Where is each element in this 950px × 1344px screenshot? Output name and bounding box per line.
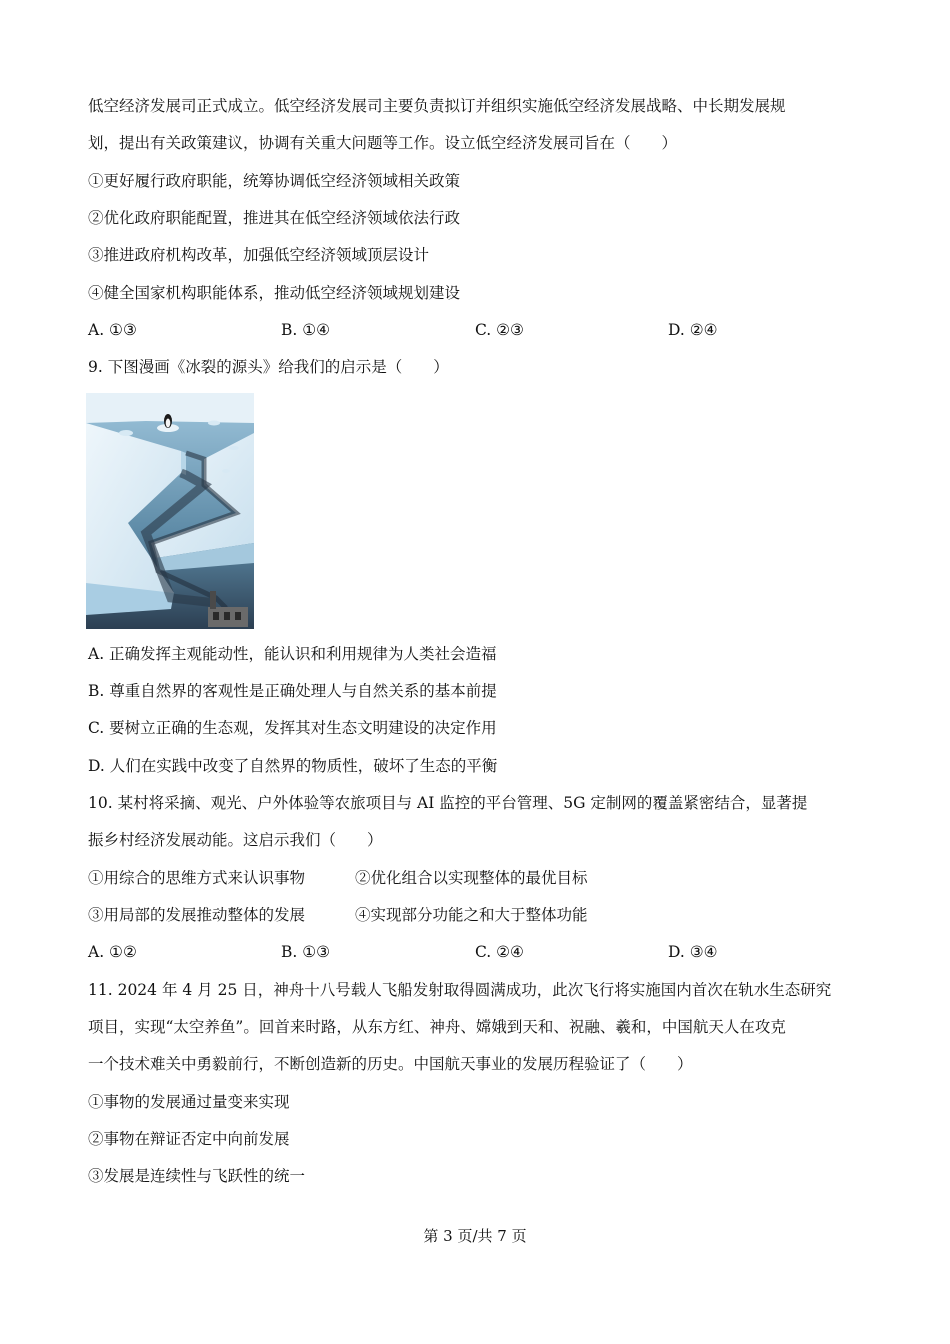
q10-item-4: ④实现部分功能之和大于整体功能 [355,906,588,924]
q8-stem-line-1: 低空经济发展司正式成立。低空经济发展司主要负责拟订并组织实施低空经济发展战略、中长期发展规 [88,97,786,115]
q8-option-c: C. ②③ [475,321,524,339]
q10-option-d: D. ③④ [668,943,718,961]
q11-item-2: ②事物在辩证否定中向前发展 [88,1130,290,1148]
q9-option-b: B. 尊重自然界的客观性是正确处理人与自然关系的基本前提 [88,682,497,700]
q8-option-d: D. ②④ [668,321,718,339]
q8-stem-line-2: 划，提出有关政策建议，协调有关重大问题等工作。设立低空经济发展司旨在（ ） [88,134,678,152]
q8-item-3: ③推进政府机构改革，加强低空经济领域顶层设计 [88,246,430,264]
q9-option-d: D. 人们在实践中改变了自然界的物质性，破坏了生态的平衡 [88,757,498,775]
q10-stem-line-1: 10. 某村将采摘、观光、户外体验等农旅项目与 AI 监控的平台管理、5G 定制网的覆盖紧密结合，显著提 [88,794,808,812]
q9-stem: 9. 下图漫画《冰裂的源头》给我们的启示是（ ） [88,358,449,376]
q9-option-c: C. 要树立正确的生态观，发挥其对生态文明建设的决定作用 [88,719,497,737]
q11-stem-line-2: 项目，实现“太空养鱼”。回首来时路，从东方红、神舟、嫦娥到天和、祝融、羲和，中国航天人在攻克 [88,1018,786,1036]
q11-item-3: ③发展是连续性与飞跃性的统一 [88,1167,306,1185]
q10-stem-line-2: 振乡村经济发展动能。这启示我们（ ） [88,831,383,849]
q11-stem-line-1: 11. 2024 年 4 月 25 日，神舟十八号载人飞船发射取得圆满成功，此次飞行将实施国内首次在轨水生态研究 [88,981,832,999]
q10-item-2: ②优化组合以实现整体的最优目标 [355,869,588,887]
q8-option-b: B. ①④ [281,321,331,339]
q10-option-b: B. ①③ [281,943,331,961]
q8-option-a: A. ①③ [88,321,137,339]
q11-item-1: ①事物的发展通过量变来实现 [88,1093,290,1111]
q10-item-3: ③用局部的发展推动整体的发展 [88,906,306,924]
q9-option-a: A. 正确发挥主观能动性，能认识和利用规律为人类社会造福 [88,645,497,663]
q11-stem-line-3: 一个技术难关中勇毅前行，不断创造新的历史。中国航天事业的发展历程验证了（ ） [88,1055,693,1073]
ice-crack-factory-icon [86,393,254,629]
q10-option-c: C. ②④ [475,943,524,961]
q8-item-4: ④健全国家机构职能体系，推动低空经济领域规划建设 [88,284,461,302]
q10-item-1: ①用综合的思维方式来认识事物 [88,869,306,887]
ice-crack-cartoon-figure [86,393,254,629]
q8-item-2: ②优化政府职能配置，推进其在低空经济领域依法行政 [88,209,461,227]
page-number-footer: 第 3 页/共 7 页 [423,1227,527,1245]
q10-option-a: A. ①② [88,943,137,961]
q8-item-1: ①更好履行政府职能，统筹协调低空经济领域相关政策 [88,172,461,190]
